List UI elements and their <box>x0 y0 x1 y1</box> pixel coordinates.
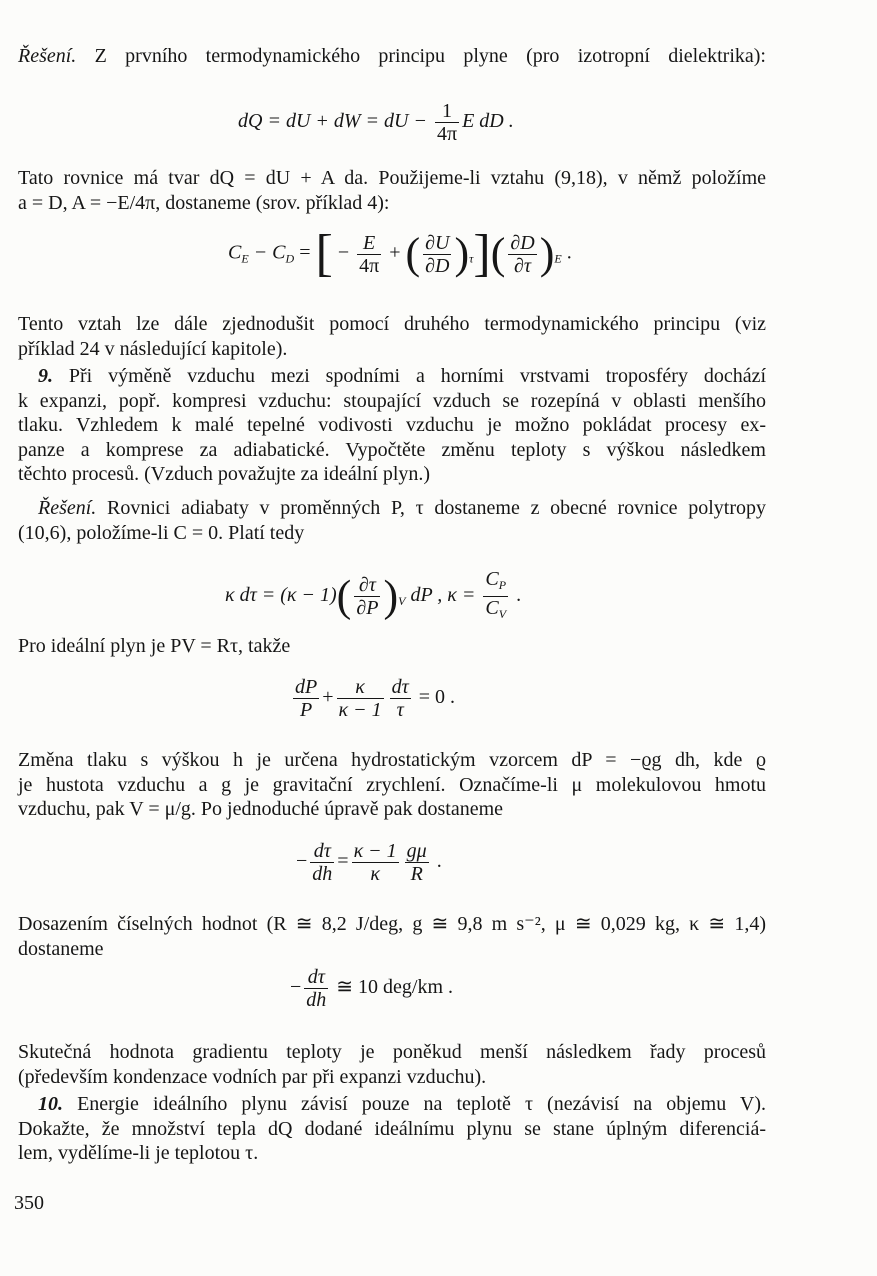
problem-number: 9. <box>38 365 53 387</box>
paragraph-tato-rovnice: Tato rovnice má tvar dQ = dU + A da. Použijeme-li vztahu (9,18), v němž položíme a = D, A = −E/4π, dostaneme (srov. příklad 4): <box>18 167 766 214</box>
paragraph-idealni-plyn: Pro ideální plyn je PV = Rτ, takže <box>18 635 291 657</box>
equation-gradient: − $\frac{d\tau}{dh}$ = $\frac{\kappa - 1}{\kappa}$ $\frac{g\mu}{R}$ . <box>296 840 442 885</box>
paragraph-skutecna-hodnota: Skutečná hodnota gradientu teploty je poněkud menší následkem řady procesů (především kondenzace vodních par při expanzi vzduchu). <box>18 1041 766 1088</box>
page-number: 350 <box>14 1192 44 1214</box>
problem-10: 10. Energie ideálního plynu závisí pouze na teplotě τ (nezávisí na objemu V). Dokažte, že množství tepla dQ dodané ideálnímu plynu se stane úplným diferenciá- lem, vydělíme-li je teplotou τ. <box>18 1093 766 1164</box>
paragraph-dosazenim: Dosazením číselných hodnot (R ≅ 8,2 J/deg, g ≅ 9,8 m s⁻², μ ≅ 0,029 kg, κ ≅ 1,4) dostaneme <box>18 913 766 960</box>
solution-text: Z prvního termodynamického principu plyne (pro izotropní dielektrika): <box>94 45 766 67</box>
equation-adiabat: κ dτ = (κ − 1)( $\frac{\partial\tau}{\partial P}$ )$_V$ dP , κ = $\frac{C_P}{C_V}$ . <box>225 568 522 621</box>
equation-result: − $\frac{d\tau}{dh}$ ≅ 10 deg/km . <box>290 966 454 1011</box>
problem-9: 9. Při výměně vzduchu mezi spodními a horními vrstvami troposféry dochází k expanzi, popř. kompresi vzduchu: stoupající vzduch se rozepíná v oblasti menšího tlaku. Vzhledem k malé tepelné vodivosti vzduchu je možno pokládat procesy ex- panze a komprese za adiabatické. Vypočtěte změnu teploty s výškou následkem těchto procesů. (Vzduch považujte za ideální plyn.) <box>18 365 767 485</box>
equation-ce-cd: $C_E - C_D$ = [ − $\frac{E}{4\pi}$ + ( $\frac{\partial U}{\partial D}$ )$_\tau$]( $\frac{\partial D}{\partial\tau}$ )$_E$ . <box>228 225 572 282</box>
paragraph-zmena-tlaku: Změna tlaku s výškou h je určena hydrostatickým vzorcem dP = −ϱg dh, kde ϱ je hustota vzduchu a g je gravitační zrychlení. Označíme-li μ molekulovou hmotu vzduchu, pak V = μ/g. Po jednoduché úpravě pak dostaneme <box>18 749 766 820</box>
paragraph-tento-vztah: Tento vztah lze dále zjednodušit pomocí druhého termodynamického principu (viz příklad 24 v následující kapitole). <box>18 313 766 360</box>
solution-9: Řešení. Rovnici adiabaty v proměnných P, τ dostaneme z obecné rovnice polytropy (10,6), položíme-li C = 0. Platí tedy <box>18 497 766 544</box>
equation-dp-dtau: $\frac{dP}{P}$ + $\frac{\kappa}{\kappa - 1}$ $\frac{d\tau}{\tau}$ = 0 . <box>295 676 456 721</box>
equation-dq: dQ = dU + dW = dU − $\frac{1}{4\pi}$ E dD . <box>238 100 514 145</box>
solution-intro <box>18 44 766 69</box>
solution-heading: Řešení. <box>18 45 77 67</box>
